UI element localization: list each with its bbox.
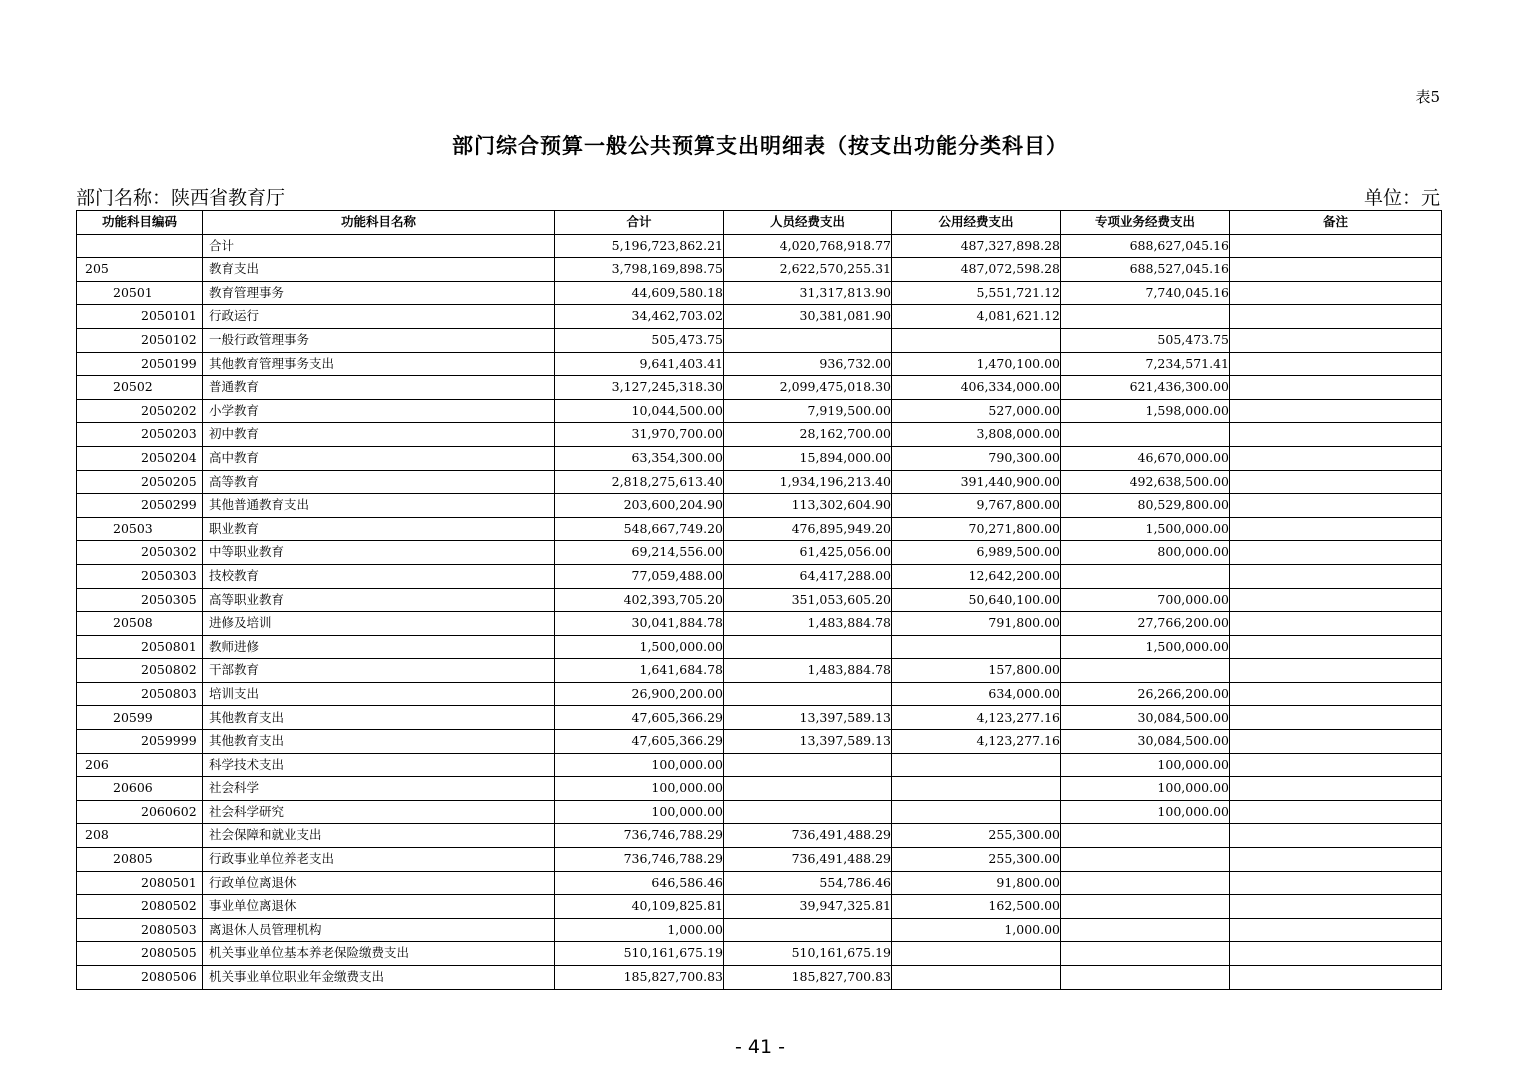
cell-total: 44,609,580.18 xyxy=(555,281,724,305)
cell-code: 206 xyxy=(77,753,203,777)
cell-note xyxy=(1230,895,1442,919)
cell-name: 初中教育 xyxy=(203,423,555,447)
cell-note xyxy=(1230,470,1442,494)
table-row xyxy=(77,328,1442,352)
table-row xyxy=(77,541,1442,565)
cell-name: 其他教育支出 xyxy=(203,706,555,730)
cell-special: 688,627,045.16 xyxy=(1061,234,1230,258)
cell-special xyxy=(1061,966,1230,990)
cell-special xyxy=(1061,895,1230,919)
cell-name: 高等教育 xyxy=(203,470,555,494)
table-row xyxy=(77,966,1442,990)
cell-code: 20606 xyxy=(77,777,203,801)
cell-public xyxy=(892,777,1061,801)
cell-note xyxy=(1230,682,1442,706)
table-row xyxy=(77,564,1442,588)
cell-code: 20503 xyxy=(77,517,203,541)
cell-code: 20501 xyxy=(77,281,203,305)
cell-special: 80,529,800.00 xyxy=(1061,494,1230,518)
header-code: 功能科目编码 xyxy=(77,211,203,235)
cell-code: 2060602 xyxy=(77,800,203,824)
table-row xyxy=(77,281,1442,305)
cell-code: 2050299 xyxy=(77,494,203,518)
table-row xyxy=(77,848,1442,872)
cell-public: 162,500.00 xyxy=(892,895,1061,919)
header-name: 功能科目名称 xyxy=(203,211,555,235)
cell-special: 1,500,000.00 xyxy=(1061,635,1230,659)
cell-special xyxy=(1061,848,1230,872)
department-name: 部门名称：陕西省教育厅 xyxy=(76,187,286,209)
cell-name: 中等职业教育 xyxy=(203,541,555,565)
cell-total: 505,473.75 xyxy=(555,328,724,352)
cell-code: 2050102 xyxy=(77,328,203,352)
cell-note xyxy=(1230,517,1442,541)
cell-special: 46,670,000.00 xyxy=(1061,446,1230,470)
table-row xyxy=(77,470,1442,494)
cell-note xyxy=(1230,871,1442,895)
cell-personnel: 61,425,056.00 xyxy=(724,541,892,565)
cell-code: 2050204 xyxy=(77,446,203,470)
page-title: 部门综合预算一般公共预算支出明细表（按支出功能分类科目） xyxy=(452,133,1068,158)
table-row xyxy=(77,305,1442,329)
cell-name: 行政运行 xyxy=(203,305,555,329)
table-row xyxy=(77,871,1442,895)
cell-name: 普通教育 xyxy=(203,376,555,400)
cell-personnel xyxy=(724,800,892,824)
table-row xyxy=(77,258,1442,282)
page-number: - 41 - xyxy=(735,1036,785,1058)
cell-special xyxy=(1061,659,1230,683)
cell-personnel: 39,947,325.81 xyxy=(724,895,892,919)
cell-total: 402,393,705.20 xyxy=(555,588,724,612)
cell-personnel: 13,397,589.13 xyxy=(724,706,892,730)
cell-personnel: 351,053,605.20 xyxy=(724,588,892,612)
cell-name: 合计 xyxy=(203,234,555,258)
cell-note xyxy=(1230,541,1442,565)
cell-special xyxy=(1061,942,1230,966)
cell-total: 9,641,403.41 xyxy=(555,352,724,376)
cell-personnel: 31,317,813.90 xyxy=(724,281,892,305)
table-row xyxy=(77,494,1442,518)
cell-code: 2050302 xyxy=(77,541,203,565)
cell-note xyxy=(1230,612,1442,636)
cell-code: 20502 xyxy=(77,376,203,400)
cell-code: 208 xyxy=(77,824,203,848)
cell-personnel: 476,895,949.20 xyxy=(724,517,892,541)
cell-code: 2080506 xyxy=(77,966,203,990)
cell-total: 3,798,169,898.75 xyxy=(555,258,724,282)
cell-code: 2050305 xyxy=(77,588,203,612)
cell-name: 事业单位离退休 xyxy=(203,895,555,919)
table-header-row xyxy=(77,211,1442,235)
cell-total: 185,827,700.83 xyxy=(555,966,724,990)
header-note: 备注 xyxy=(1230,211,1442,235)
cell-personnel: 64,417,288.00 xyxy=(724,564,892,588)
cell-note xyxy=(1230,305,1442,329)
cell-personnel: 185,827,700.83 xyxy=(724,966,892,990)
cell-total: 646,586.46 xyxy=(555,871,724,895)
cell-special xyxy=(1061,918,1230,942)
table-row xyxy=(77,777,1442,801)
cell-public: 4,123,277.16 xyxy=(892,730,1061,754)
cell-total: 100,000.00 xyxy=(555,753,724,777)
cell-public xyxy=(892,942,1061,966)
table-row xyxy=(77,895,1442,919)
cell-name: 小学教育 xyxy=(203,399,555,423)
cell-public: 50,640,100.00 xyxy=(892,588,1061,612)
cell-personnel: 4,020,768,918.77 xyxy=(724,234,892,258)
cell-public: 5,551,721.12 xyxy=(892,281,1061,305)
cell-code: 2050303 xyxy=(77,564,203,588)
cell-public: 634,000.00 xyxy=(892,682,1061,706)
cell-code: 2050202 xyxy=(77,399,203,423)
cell-total: 548,667,749.20 xyxy=(555,517,724,541)
table-row xyxy=(77,234,1442,258)
cell-personnel: 113,302,604.90 xyxy=(724,494,892,518)
table-row xyxy=(77,423,1442,447)
cell-note xyxy=(1230,730,1442,754)
cell-public xyxy=(892,800,1061,824)
cell-special: 100,000.00 xyxy=(1061,753,1230,777)
cell-total: 47,605,366.29 xyxy=(555,706,724,730)
cell-note xyxy=(1230,753,1442,777)
cell-total: 77,059,488.00 xyxy=(555,564,724,588)
cell-name: 其他教育管理事务支出 xyxy=(203,352,555,376)
cell-note xyxy=(1230,234,1442,258)
cell-total: 34,462,703.02 xyxy=(555,305,724,329)
cell-personnel xyxy=(724,635,892,659)
cell-personnel xyxy=(724,777,892,801)
cell-public: 791,800.00 xyxy=(892,612,1061,636)
cell-personnel: 7,919,500.00 xyxy=(724,399,892,423)
cell-special: 700,000.00 xyxy=(1061,588,1230,612)
cell-note xyxy=(1230,635,1442,659)
cell-note xyxy=(1230,328,1442,352)
budget-table xyxy=(76,210,1442,990)
header-special: 专项业务经费支出 xyxy=(1061,211,1230,235)
table-number: 表5 xyxy=(1415,88,1440,106)
cell-note xyxy=(1230,588,1442,612)
cell-code: 2050802 xyxy=(77,659,203,683)
table-row xyxy=(77,682,1442,706)
cell-personnel xyxy=(724,918,892,942)
unit-label: 单位：元 xyxy=(1363,187,1440,209)
cell-name: 技校教育 xyxy=(203,564,555,588)
cell-personnel: 30,381,081.90 xyxy=(724,305,892,329)
cell-note xyxy=(1230,258,1442,282)
cell-public: 4,123,277.16 xyxy=(892,706,1061,730)
cell-note xyxy=(1230,848,1442,872)
cell-special: 7,740,045.16 xyxy=(1061,281,1230,305)
cell-public: 487,327,898.28 xyxy=(892,234,1061,258)
table-row xyxy=(77,376,1442,400)
cell-code: 2080505 xyxy=(77,942,203,966)
table-row xyxy=(77,659,1442,683)
cell-personnel: 510,161,675.19 xyxy=(724,942,892,966)
table-row xyxy=(77,446,1442,470)
cell-code: 2080501 xyxy=(77,871,203,895)
cell-code: 2050205 xyxy=(77,470,203,494)
table-row xyxy=(77,612,1442,636)
cell-special: 688,527,045.16 xyxy=(1061,258,1230,282)
cell-name: 培训支出 xyxy=(203,682,555,706)
cell-total: 1,000.00 xyxy=(555,918,724,942)
cell-public: 487,072,598.28 xyxy=(892,258,1061,282)
cell-total: 10,044,500.00 xyxy=(555,399,724,423)
cell-note xyxy=(1230,918,1442,942)
cell-public: 6,989,500.00 xyxy=(892,541,1061,565)
cell-name: 教师进修 xyxy=(203,635,555,659)
cell-personnel: 13,397,589.13 xyxy=(724,730,892,754)
cell-code: 2050101 xyxy=(77,305,203,329)
cell-personnel: 1,934,196,213.40 xyxy=(724,470,892,494)
cell-note xyxy=(1230,564,1442,588)
cell-name: 一般行政管理事务 xyxy=(203,328,555,352)
cell-name: 教育支出 xyxy=(203,258,555,282)
cell-code: 2059999 xyxy=(77,730,203,754)
cell-total: 30,041,884.78 xyxy=(555,612,724,636)
cell-public: 527,000.00 xyxy=(892,399,1061,423)
cell-special: 800,000.00 xyxy=(1061,541,1230,565)
cell-note xyxy=(1230,376,1442,400)
cell-name: 行政单位离退休 xyxy=(203,871,555,895)
table-row xyxy=(77,753,1442,777)
cell-name: 高中教育 xyxy=(203,446,555,470)
cell-code: 2050801 xyxy=(77,635,203,659)
cell-note xyxy=(1230,446,1442,470)
cell-code: 20599 xyxy=(77,706,203,730)
cell-personnel: 1,483,884.78 xyxy=(724,612,892,636)
cell-public: 3,808,000.00 xyxy=(892,423,1061,447)
cell-note xyxy=(1230,494,1442,518)
cell-name: 机关事业单位职业年金缴费支出 xyxy=(203,966,555,990)
cell-total: 3,127,245,318.30 xyxy=(555,376,724,400)
table-row xyxy=(77,942,1442,966)
cell-personnel: 2,622,570,255.31 xyxy=(724,258,892,282)
cell-personnel: 736,491,488.29 xyxy=(724,824,892,848)
cell-special: 621,436,300.00 xyxy=(1061,376,1230,400)
cell-public: 391,440,900.00 xyxy=(892,470,1061,494)
header-total: 合计 xyxy=(555,211,724,235)
cell-name: 干部教育 xyxy=(203,659,555,683)
cell-special: 100,000.00 xyxy=(1061,777,1230,801)
cell-name: 科学技术支出 xyxy=(203,753,555,777)
cell-personnel xyxy=(724,328,892,352)
cell-code: 2050203 xyxy=(77,423,203,447)
cell-personnel: 554,786.46 xyxy=(724,871,892,895)
cell-code: 20805 xyxy=(77,848,203,872)
cell-public: 91,800.00 xyxy=(892,871,1061,895)
cell-total: 1,641,684.78 xyxy=(555,659,724,683)
cell-name: 社会科学研究 xyxy=(203,800,555,824)
cell-special: 26,266,200.00 xyxy=(1061,682,1230,706)
cell-note xyxy=(1230,399,1442,423)
cell-name: 机关事业单位基本养老保险缴费支出 xyxy=(203,942,555,966)
cell-special xyxy=(1061,824,1230,848)
table-row xyxy=(77,517,1442,541)
cell-note xyxy=(1230,706,1442,730)
cell-note xyxy=(1230,824,1442,848)
cell-code: 2050803 xyxy=(77,682,203,706)
cell-public: 1,470,100.00 xyxy=(892,352,1061,376)
cell-special: 1,500,000.00 xyxy=(1061,517,1230,541)
cell-total: 736,746,788.29 xyxy=(555,824,724,848)
cell-code: 20508 xyxy=(77,612,203,636)
cell-total: 40,109,825.81 xyxy=(555,895,724,919)
cell-special xyxy=(1061,564,1230,588)
cell-personnel xyxy=(724,682,892,706)
cell-note xyxy=(1230,800,1442,824)
header-personnel: 人员经费支出 xyxy=(724,211,892,235)
cell-name: 离退休人员管理机构 xyxy=(203,918,555,942)
cell-name: 行政事业单位养老支出 xyxy=(203,848,555,872)
cell-special: 30,084,500.00 xyxy=(1061,706,1230,730)
table-row xyxy=(77,800,1442,824)
cell-special: 7,234,571.41 xyxy=(1061,352,1230,376)
cell-personnel: 736,491,488.29 xyxy=(724,848,892,872)
cell-personnel xyxy=(724,753,892,777)
cell-total: 69,214,556.00 xyxy=(555,541,724,565)
cell-total: 31,970,700.00 xyxy=(555,423,724,447)
cell-total: 203,600,204.90 xyxy=(555,494,724,518)
cell-public: 790,300.00 xyxy=(892,446,1061,470)
cell-special xyxy=(1061,305,1230,329)
cell-note xyxy=(1230,942,1442,966)
cell-total: 26,900,200.00 xyxy=(555,682,724,706)
header-public: 公用经费支出 xyxy=(892,211,1061,235)
cell-public xyxy=(892,635,1061,659)
cell-note xyxy=(1230,966,1442,990)
cell-special xyxy=(1061,871,1230,895)
table-row xyxy=(77,730,1442,754)
cell-special: 100,000.00 xyxy=(1061,800,1230,824)
cell-special: 1,598,000.00 xyxy=(1061,399,1230,423)
cell-total: 736,746,788.29 xyxy=(555,848,724,872)
cell-public: 157,800.00 xyxy=(892,659,1061,683)
table-body xyxy=(77,234,1442,989)
cell-name: 职业教育 xyxy=(203,517,555,541)
cell-name: 教育管理事务 xyxy=(203,281,555,305)
table-row xyxy=(77,635,1442,659)
cell-total: 5,196,723,862.21 xyxy=(555,234,724,258)
cell-name: 社会科学 xyxy=(203,777,555,801)
cell-special: 27,766,200.00 xyxy=(1061,612,1230,636)
cell-code: 205 xyxy=(77,258,203,282)
cell-total: 510,161,675.19 xyxy=(555,942,724,966)
cell-personnel: 2,099,475,018.30 xyxy=(724,376,892,400)
cell-note xyxy=(1230,281,1442,305)
table-row xyxy=(77,352,1442,376)
cell-name: 高等职业教育 xyxy=(203,588,555,612)
cell-personnel: 28,162,700.00 xyxy=(724,423,892,447)
cell-public xyxy=(892,966,1061,990)
cell-public: 255,300.00 xyxy=(892,848,1061,872)
cell-public: 255,300.00 xyxy=(892,824,1061,848)
cell-code: 2080502 xyxy=(77,895,203,919)
cell-total: 63,354,300.00 xyxy=(555,446,724,470)
cell-total: 47,605,366.29 xyxy=(555,730,724,754)
table-row xyxy=(77,588,1442,612)
cell-note xyxy=(1230,777,1442,801)
cell-special: 505,473.75 xyxy=(1061,328,1230,352)
cell-special xyxy=(1061,423,1230,447)
cell-public xyxy=(892,753,1061,777)
cell-public: 70,271,800.00 xyxy=(892,517,1061,541)
cell-name: 其他普通教育支出 xyxy=(203,494,555,518)
table-row xyxy=(77,824,1442,848)
table-row xyxy=(77,706,1442,730)
cell-name: 进修及培训 xyxy=(203,612,555,636)
cell-personnel: 936,732.00 xyxy=(724,352,892,376)
cell-note xyxy=(1230,352,1442,376)
cell-special: 30,084,500.00 xyxy=(1061,730,1230,754)
cell-code xyxy=(77,234,203,258)
cell-total: 1,500,000.00 xyxy=(555,635,724,659)
cell-public: 4,081,621.12 xyxy=(892,305,1061,329)
cell-name: 社会保障和就业支出 xyxy=(203,824,555,848)
cell-code: 2050199 xyxy=(77,352,203,376)
cell-note xyxy=(1230,659,1442,683)
cell-personnel: 15,894,000.00 xyxy=(724,446,892,470)
cell-public xyxy=(892,328,1061,352)
cell-total: 2,818,275,613.40 xyxy=(555,470,724,494)
cell-special: 492,638,500.00 xyxy=(1061,470,1230,494)
cell-note xyxy=(1230,423,1442,447)
table-row xyxy=(77,918,1442,942)
cell-public: 9,767,800.00 xyxy=(892,494,1061,518)
cell-public: 1,000.00 xyxy=(892,918,1061,942)
cell-code: 2080503 xyxy=(77,918,203,942)
cell-public: 12,642,200.00 xyxy=(892,564,1061,588)
cell-name: 其他教育支出 xyxy=(203,730,555,754)
cell-total: 100,000.00 xyxy=(555,800,724,824)
cell-public: 406,334,000.00 xyxy=(892,376,1061,400)
cell-total: 100,000.00 xyxy=(555,777,724,801)
table-row xyxy=(77,399,1442,423)
cell-personnel: 1,483,884.78 xyxy=(724,659,892,683)
